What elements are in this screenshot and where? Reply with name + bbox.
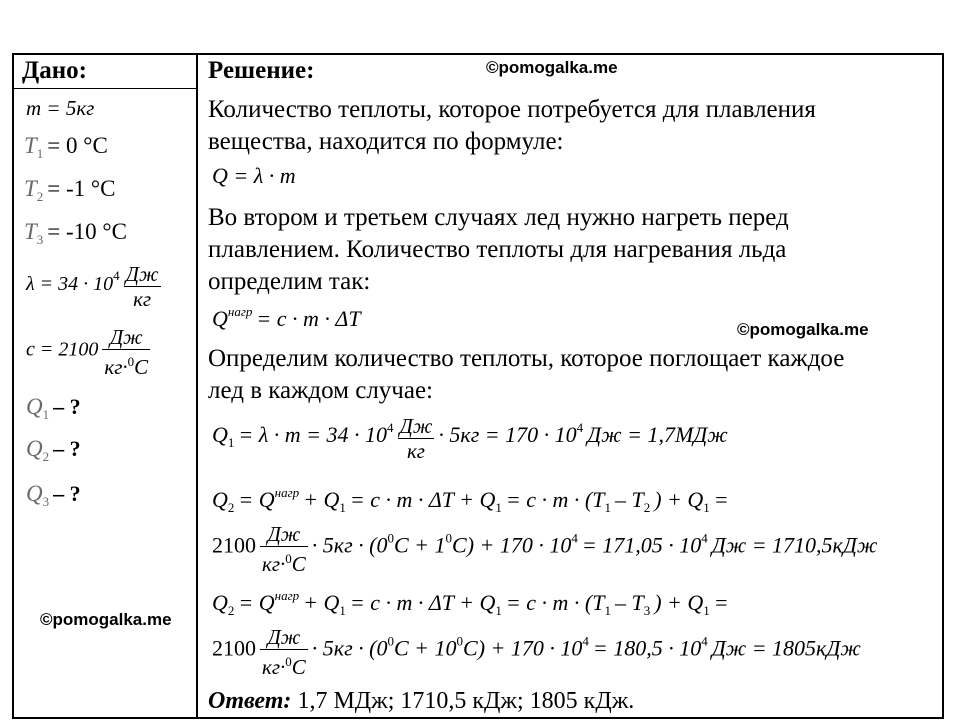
equation-q1-right: · 5кг = 170 · 10	[438, 422, 577, 448]
equation-q3-line-2: 2100 $\frac{Дж}{кг\cdot^0C}$ · $5кг \cdot (0^0C + 10^0C) + 170 \cdot 10^4 = 180,5 \cdot 10^4$ Дж = 1805кДж	[212, 625, 861, 679]
paragraph-1-line-2: вещества, находится по формуле:	[208, 128, 564, 155]
equation-q3-a-rest2: = c · m · ΔT + Q	[349, 590, 496, 615]
equation-q3-a-eq: =	[713, 590, 729, 615]
given-c-unit-den-exp: 0	[127, 354, 135, 369]
equation-q3-a-rest: + Q	[303, 590, 340, 615]
given-c-unit-den-c: C	[134, 355, 149, 379]
equation-q2-b-c1: C + 1	[394, 532, 446, 558]
given-c-value: c = 2100	[26, 338, 99, 361]
equation-q3-b-c1: C + 10	[394, 635, 457, 661]
given-header: Дано:	[22, 57, 87, 84]
equation-q3-a-close: ) + Q	[654, 590, 704, 615]
paragraph-1-line-1: Количество теплоты, которое потребуется для плавления	[208, 96, 816, 123]
equation-q2-b-unit-num: Дж	[260, 522, 308, 547]
paragraph-3-line-2: лед в каждом случае:	[208, 377, 433, 404]
given-t3-value: = -10 °C	[47, 219, 127, 244]
unknown-q3-mark: – ?	[53, 481, 81, 506]
equation-q1-unit-den: кг	[406, 439, 425, 463]
formula-heating-rest: = c · m · ΔT	[256, 306, 361, 331]
given-t2-value: = -1 °C	[47, 176, 116, 201]
given-lambda-value: λ = 34 · 10	[26, 273, 114, 296]
given-t2: $T_2 = -1$ °C	[24, 176, 116, 204]
given-lambda-unit-den: кг	[133, 287, 152, 311]
equation-q1: $Q_1 = \lambda \cdot m = 34 \cdot 10^4$ $\frac{Дж}{кг}$ · $5кг = 170 \cdot 10^4$ Дж = 1,7МДж	[212, 414, 728, 463]
equation-q3-b-c: 2100	[212, 635, 256, 661]
equation-q2-b-c: 2100	[212, 532, 256, 558]
paragraph-2-line-1: Во втором и третьем случаях лед нужно нагреть перед	[208, 204, 789, 231]
watermark-bottom: ©pomogalka.me	[40, 610, 172, 629]
solution-header: Решение:	[208, 57, 315, 84]
equation-q2-a-rest3: = c · m · (T	[505, 487, 605, 512]
given-lambda-unit-num: Дж	[125, 262, 159, 286]
equation-q2-a-eq: =	[713, 487, 729, 512]
equation-q2-b-c2: C) + 170 · 10	[452, 532, 572, 558]
given-header-rule	[12, 88, 198, 89]
equation-q3-a-rest3: = c · m · (T	[505, 590, 605, 615]
equation-q2-a-minus: – T	[614, 487, 644, 512]
given-lambda-exp: 4	[113, 268, 120, 284]
unknown-q1-mark: – ?	[53, 394, 81, 419]
given-lambda	[26, 262, 161, 311]
answer-label: Ответ:	[208, 688, 292, 714]
equation-q2-b-fin: Дж = 1710,5кДж	[711, 532, 878, 558]
answer-line	[208, 688, 634, 715]
watermark-top: ©pomogalka.me	[486, 58, 618, 77]
given-c-unit-den: кг·	[104, 355, 128, 379]
paragraph-2-line-3: определим так:	[208, 268, 371, 295]
given-t1: $T_1 = 0$ °C	[24, 133, 108, 161]
equation-q3-b-c2: C) + 170 · 10	[463, 635, 583, 661]
equation-q2-a-rest2: = c · m · ΔT + Q	[349, 487, 496, 512]
formula-heating-sup: нагр	[227, 304, 253, 319]
equation-q3-a: = Q	[238, 590, 275, 615]
given-t1-value: = 0 °C	[47, 133, 108, 158]
paragraph-3-line-1: Определим количество теплоты, которое поглощает каждое	[208, 345, 845, 372]
unknown-q2: $Q_2$ – ?	[26, 436, 81, 464]
unknown-q3: $Q_3$ – ?	[26, 481, 81, 509]
equation-q1-end: Дж = 1,7МДж	[587, 422, 728, 448]
equation-q2-a-rest: + Q	[303, 487, 340, 512]
equation-q2-line-1: $Q_2 = Q^{нагр} + Q_1 = c \cdot m \cdot \Delta T + Q_1 = c \cdot m \cdot (T_1 - T_2$ ) + $Q_1$ =	[212, 485, 729, 515]
equation-q3-sup: нагр	[274, 588, 300, 603]
unknown-q1: $Q_1$ – ?	[26, 394, 81, 422]
watermark-middle: ©pomogalka.me	[737, 320, 869, 339]
given-t3: $T_3 = -10$ °C	[24, 219, 127, 247]
paragraph-2-line-2: плавлением. Количество теплоты для нагревания льда	[208, 236, 787, 263]
equation-q3-b-fin: Дж = 1805кДж	[711, 635, 861, 661]
equation-q1-left: = λ · m = 34 · 10	[238, 422, 387, 448]
given-c	[26, 325, 150, 379]
equation-q3-b-mid: · 5кг · (0	[311, 635, 388, 661]
equation-q3-line-1: $Q_2 = Q^{нагр} + Q_1 = c \cdot m \cdot \Delta T + Q_1 = c \cdot m \cdot (T_1 - T_3$ ) + $Q_1$ =	[212, 588, 729, 618]
equation-q2-line-2: 2100 $\frac{Дж}{кг\cdot^0C}$ · $5кг \cdot (0^0C + 1^0C) + 170 \cdot 10^4 = 171,05 \cdot 10^4$ Дж = 1710,5кДж	[212, 522, 878, 576]
equation-q1-unit-num: Дж	[399, 414, 433, 438]
equation-q3-b-end: = 180,5 · 10	[592, 635, 702, 661]
formula-melting: Q = λ · m	[212, 163, 296, 188]
column-divider	[196, 53, 198, 719]
equation-q2-b-end: = 171,05 · 10	[581, 532, 702, 558]
formula-heating: $Q^{нагр} = c \cdot m \cdot \Delta T$	[212, 304, 361, 331]
unknown-q2-mark: – ?	[53, 436, 81, 461]
equation-q3-b-unit-num: Дж	[260, 625, 308, 650]
equation-q2-b-mid: · 5кг · (0	[311, 532, 388, 558]
equation-q2-a: = Q	[238, 487, 275, 512]
given-mass: m = 5кг	[26, 96, 95, 120]
answer-text: 1,7 МДж; 1710,5 кДж; 1805 кДж.	[291, 688, 635, 714]
given-c-unit-num: Дж	[102, 325, 150, 350]
equation-q2-sup: нагр	[274, 485, 300, 500]
equation-q3-a-minus: – T	[614, 590, 644, 615]
equation-q2-a-close: ) + Q	[654, 487, 704, 512]
